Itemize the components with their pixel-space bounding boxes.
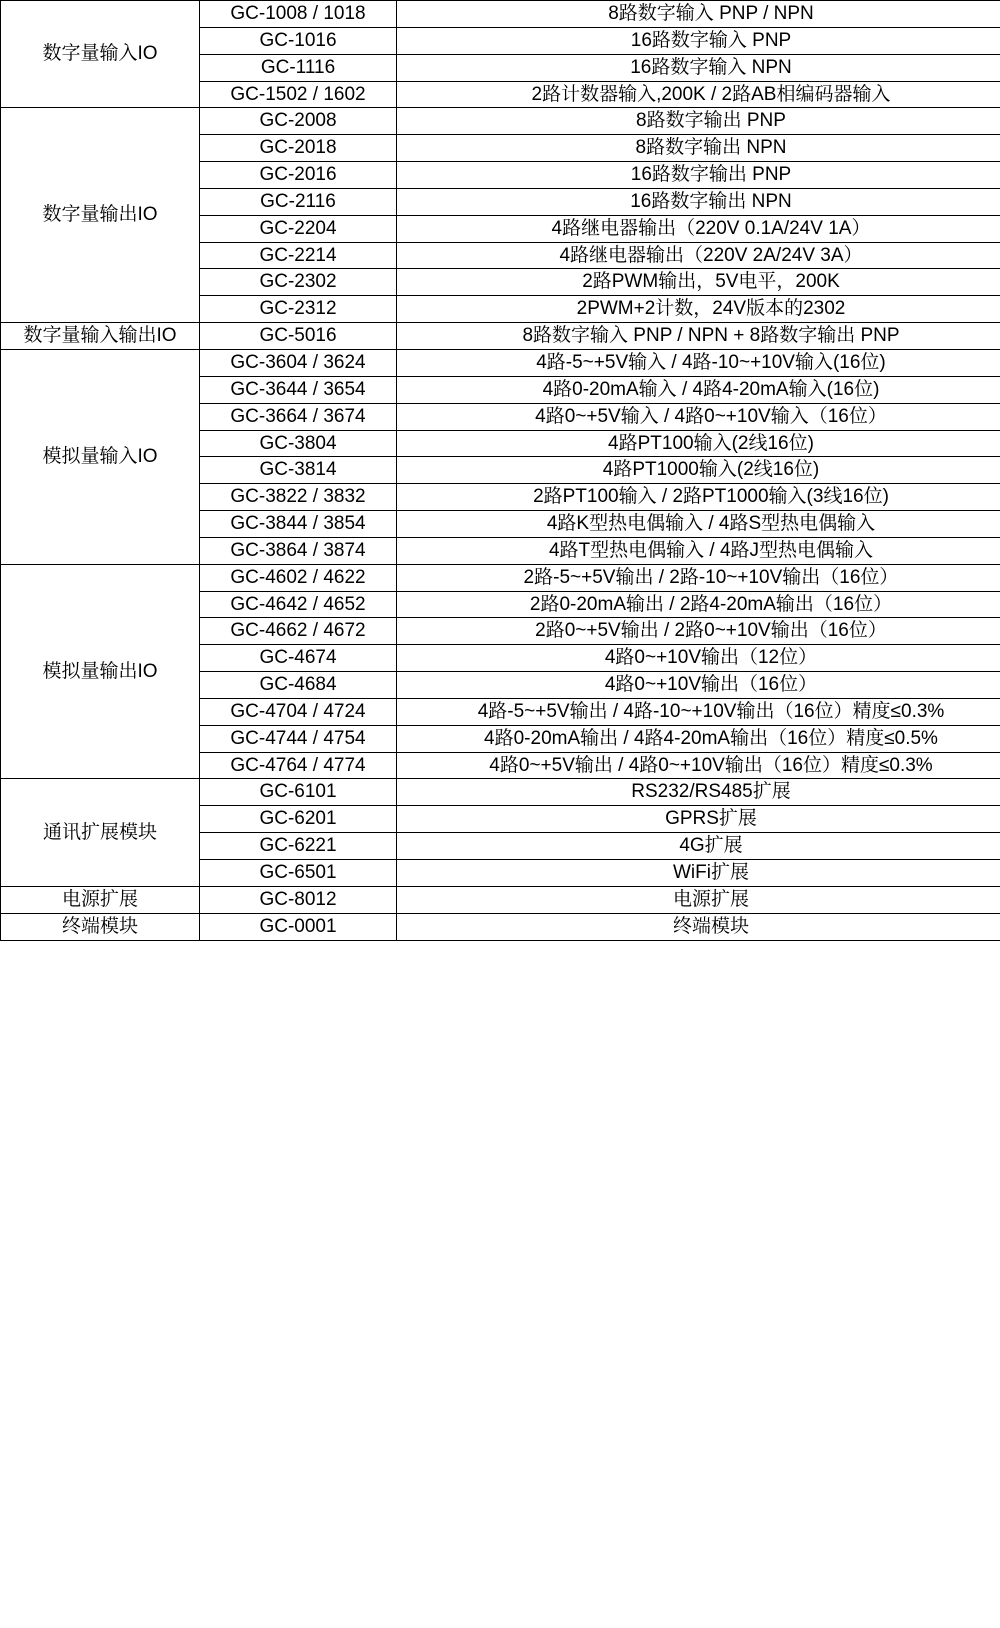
table-row	[1, 779, 1000, 806]
description-cell: 4路0~+10V输出（12位）	[397, 645, 1000, 672]
table-row	[1, 349, 1000, 376]
description-cell: GPRS扩展	[397, 806, 1000, 833]
model-cell: GC-2204	[200, 215, 397, 242]
description-cell: 2路-5~+5V输出 / 2路-10~+10V输出（16位）	[397, 564, 1000, 591]
description-cell: 电源扩展	[397, 886, 1000, 913]
category-cell: 电源扩展	[1, 886, 200, 913]
model-cell: GC-4642 / 4652	[200, 591, 397, 618]
category-cell: 模拟量输入IO	[1, 349, 200, 564]
description-cell: 4路PT1000输入(2线16位)	[397, 457, 1000, 484]
description-cell: 4路0-20mA输入 / 4路4-20mA输入(16位)	[397, 376, 1000, 403]
model-cell: GC-1008 / 1018	[200, 1, 397, 28]
model-cell: GC-5016	[200, 323, 397, 350]
description-cell: 4G扩展	[397, 833, 1000, 860]
model-cell: GC-6221	[200, 833, 397, 860]
model-cell: GC-3644 / 3654	[200, 376, 397, 403]
model-cell: GC-6501	[200, 860, 397, 887]
category-cell: 数字量输出IO	[1, 108, 200, 323]
category-cell: 终端模块	[1, 913, 200, 940]
model-cell: GC-6101	[200, 779, 397, 806]
model-cell: GC-1016	[200, 27, 397, 54]
description-cell: 8路数字输出 NPN	[397, 135, 1000, 162]
model-cell: GC-8012	[200, 886, 397, 913]
model-cell: GC-1502 / 1602	[200, 81, 397, 108]
model-cell: GC-2302	[200, 269, 397, 296]
table-row	[1, 108, 1000, 135]
description-cell: 4路-5~+5V输入 / 4路-10~+10V输入(16位)	[397, 349, 1000, 376]
description-cell: 2路0-20mA输出 / 2路4-20mA输出（16位）	[397, 591, 1000, 618]
model-cell: GC-0001	[200, 913, 397, 940]
description-cell: 8路数字输入 PNP / NPN + 8路数字输出 PNP	[397, 323, 1000, 350]
category-cell: 数字量输入IO	[1, 1, 200, 108]
model-cell: GC-2116	[200, 188, 397, 215]
model-cell: GC-3844 / 3854	[200, 511, 397, 538]
model-cell: GC-4704 / 4724	[200, 698, 397, 725]
table-row	[1, 323, 1000, 350]
model-cell: GC-4684	[200, 672, 397, 699]
model-cell: GC-4662 / 4672	[200, 618, 397, 645]
category-cell: 模拟量输出IO	[1, 564, 200, 779]
model-cell: GC-3822 / 3832	[200, 484, 397, 511]
description-cell: 16路数字输出 NPN	[397, 188, 1000, 215]
model-cell: GC-2214	[200, 242, 397, 269]
description-cell: WiFi扩展	[397, 860, 1000, 887]
description-cell: 4路T型热电偶输入 / 4路J型热电偶输入	[397, 537, 1000, 564]
description-cell: 2路PT100输入 / 2路PT1000输入(3线16位)	[397, 484, 1000, 511]
description-cell: 2路0~+5V输出 / 2路0~+10V输出（16位）	[397, 618, 1000, 645]
category-cell: 通讯扩展模块	[1, 779, 200, 886]
model-cell: GC-3864 / 3874	[200, 537, 397, 564]
model-cell: GC-6201	[200, 806, 397, 833]
description-cell: 4路0~+10V输出（16位）	[397, 672, 1000, 699]
description-cell: 16路数字输出 PNP	[397, 162, 1000, 189]
description-cell: 4路0-20mA输出 / 4路4-20mA输出（16位）精度≤0.5%	[397, 725, 1000, 752]
description-cell: 4路0~+5V输出 / 4路0~+10V输出（16位）精度≤0.3%	[397, 752, 1000, 779]
model-cell: GC-2008	[200, 108, 397, 135]
description-cell: 16路数字输入 NPN	[397, 54, 1000, 81]
table-row	[1, 913, 1000, 940]
model-cell: GC-3804	[200, 430, 397, 457]
description-cell: 4路继电器输出（220V 0.1A/24V 1A）	[397, 215, 1000, 242]
model-cell: GC-2312	[200, 296, 397, 323]
description-cell: 2PWM+2计数，24V版本的2302	[397, 296, 1000, 323]
description-cell: 4路-5~+5V输出 / 4路-10~+10V输出（16位）精度≤0.3%	[397, 698, 1000, 725]
table-row	[1, 1, 1000, 28]
model-cell: GC-4764 / 4774	[200, 752, 397, 779]
model-cell: GC-1116	[200, 54, 397, 81]
description-cell: 8路数字输入 PNP / NPN	[397, 1, 1000, 28]
model-cell: GC-3604 / 3624	[200, 349, 397, 376]
description-cell: 16路数字输入 PNP	[397, 27, 1000, 54]
model-cell: GC-4602 / 4622	[200, 564, 397, 591]
description-cell: 8路数字输出 PNP	[397, 108, 1000, 135]
description-cell: 4路继电器输出（220V 2A/24V 3A）	[397, 242, 1000, 269]
model-cell: GC-3814	[200, 457, 397, 484]
description-cell: 终端模块	[397, 913, 1000, 940]
category-cell: 数字量输入输出IO	[1, 323, 200, 350]
description-cell: RS232/RS485扩展	[397, 779, 1000, 806]
description-cell: 4路0~+5V输入 / 4路0~+10V输入（16位）	[397, 403, 1000, 430]
description-cell: 2路计数器输入,200K / 2路AB相编码器输入	[397, 81, 1000, 108]
description-cell: 2路PWM输出，5V电平，200K	[397, 269, 1000, 296]
model-cell: GC-4674	[200, 645, 397, 672]
description-cell: 4路PT100输入(2线16位)	[397, 430, 1000, 457]
description-cell: 4路K型热电偶输入 / 4路S型热电偶输入	[397, 511, 1000, 538]
model-cell: GC-2018	[200, 135, 397, 162]
model-cell: GC-4744 / 4754	[200, 725, 397, 752]
model-cell: GC-2016	[200, 162, 397, 189]
table-row	[1, 564, 1000, 591]
table-row	[1, 886, 1000, 913]
table-body	[1, 1, 1000, 941]
model-cell: GC-3664 / 3674	[200, 403, 397, 430]
